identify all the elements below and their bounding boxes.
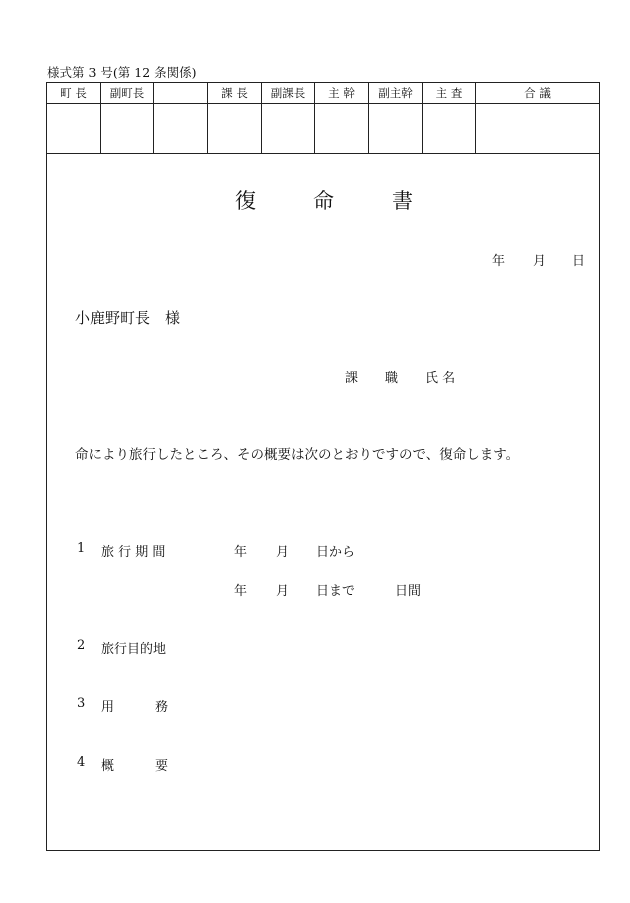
approval-stamp-row [47,104,600,154]
stamp-box[interactable] [423,104,476,154]
approval-header-deputy-section-chief: 副課長 [262,83,315,104]
period-start-year: 年 [234,545,248,560]
body-statement: 命により旅行したところ、その概要は次のとおりですので、復命します。 [75,447,520,463]
title-char-2: 命 [313,189,334,213]
approval-header-inspector: 主 査 [423,83,476,104]
stamp-box[interactable] [154,104,208,154]
addressee: 小鹿野町長 様 [75,309,181,327]
approval-header-section-chief: 課 長 [208,83,262,104]
stamp-box[interactable] [315,104,369,154]
period-end-day: 日まで [316,584,356,599]
title-char-1: 復 [235,189,256,213]
report-body-frame [46,153,600,851]
period-end-month: 月 [276,584,290,599]
item-1-number: 1 [77,541,86,556]
approval-header-consultation: 合 議 [476,83,600,104]
approval-header-mayor: 町 長 [47,83,101,104]
sender-section-label: 課 [345,371,359,386]
title-char-3: 書 [392,189,413,213]
period-start-month: 月 [276,545,290,560]
approval-header-blank [154,83,208,104]
item-4-label-b: 要 [155,759,169,774]
stamp-box[interactable] [476,104,600,154]
item-1-label: 旅 行 期 間 [101,545,166,560]
stamp-box[interactable] [369,104,423,154]
item-3-number: 3 [77,696,86,711]
item-3-label-a: 用 [101,700,115,715]
item-3-label-b: 務 [155,700,169,715]
date-month-label: 月 [533,254,547,269]
period-start-day: 日から [316,545,356,560]
item-4-label-a: 概 [101,759,115,774]
form-label: 様式第 3 号(第 12 条関係) [47,65,197,80]
item-2-number: 2 [77,638,86,653]
period-end-year: 年 [234,584,248,599]
sender-name-label: 氏 名 [425,371,456,386]
stamp-box[interactable] [101,104,154,154]
item-2-label: 旅行目的地 [101,642,167,657]
sender-position-label: 職 [385,371,399,386]
approval-header-deputy-senior-officer: 副主幹 [369,83,423,104]
stamp-box[interactable] [262,104,315,154]
date-day-label: 日 [572,254,586,269]
stamp-box[interactable] [208,104,262,154]
approval-header-senior-officer: 主 幹 [315,83,369,104]
period-days: 日間 [395,584,422,599]
stamp-box[interactable] [47,104,101,154]
approval-stamp-table [46,82,600,154]
date-year-label: 年 [492,254,506,269]
approval-header-deputy-mayor: 副町長 [101,83,154,104]
approval-header-row [47,83,600,104]
item-4-number: 4 [77,755,86,770]
